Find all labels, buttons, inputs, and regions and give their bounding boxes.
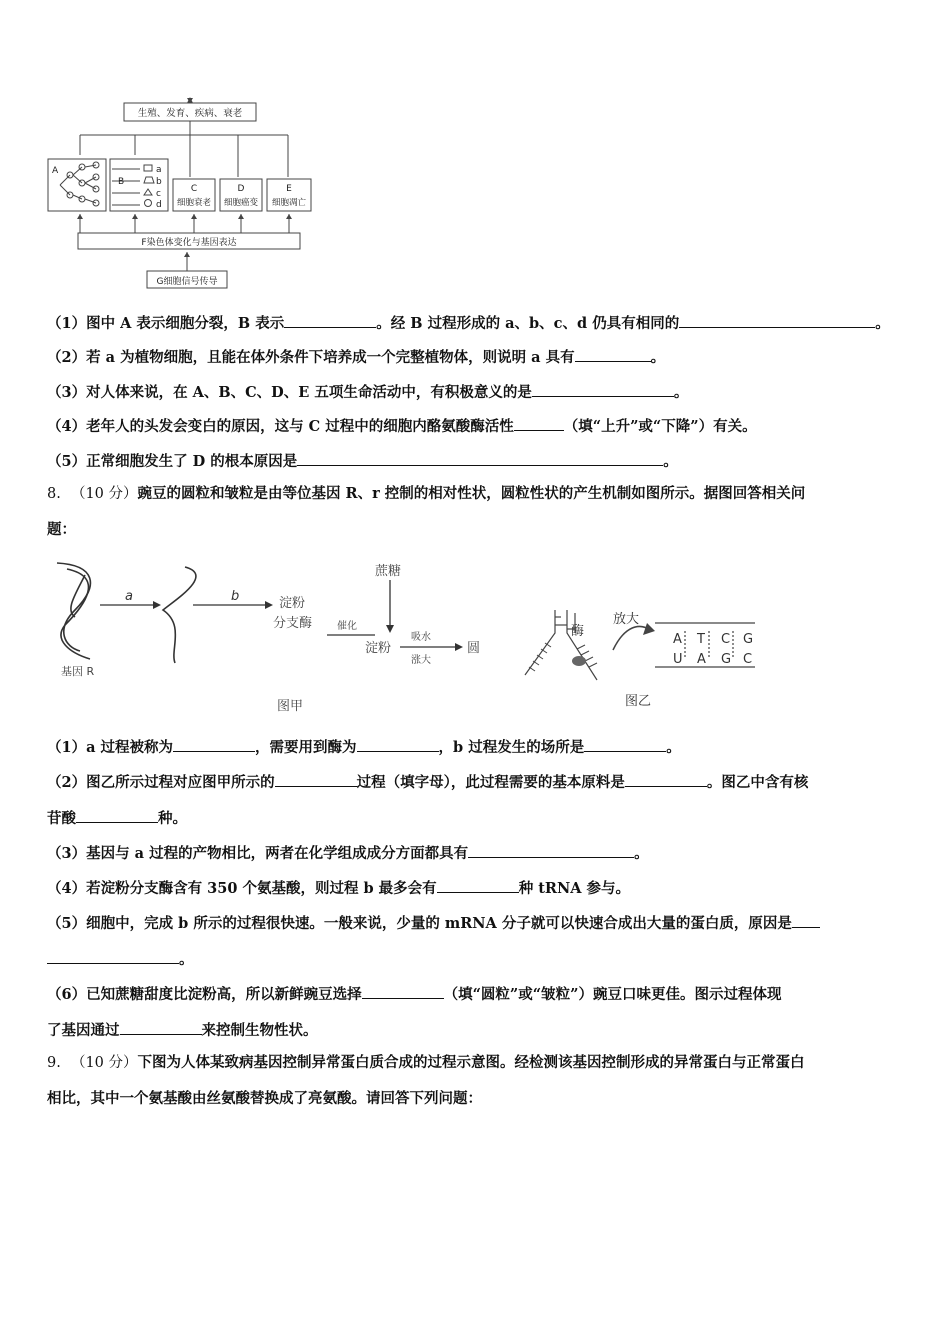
dna-base-3: C <box>721 632 731 647</box>
b-item-a: a <box>156 165 162 175</box>
q9-intro-line2: 相比，其中一个氨基酸由丝氨酸替换成了亮氨酸。请回答下列问题： <box>47 1090 482 1107</box>
q8-sub2-cont: 苷酸 种。 <box>47 807 187 829</box>
b-item-c: c <box>156 189 161 199</box>
blank[interactable] <box>76 807 158 823</box>
sucrose-label: 蔗糖 <box>375 564 402 579</box>
rna-base-4: C <box>743 652 753 667</box>
blank[interactable] <box>120 1019 202 1035</box>
blank[interactable] <box>468 842 634 858</box>
blank[interactable] <box>437 877 519 893</box>
blank[interactable] <box>792 912 820 928</box>
rna-base-3: G <box>721 652 732 667</box>
box-d-letter: D <box>237 184 245 194</box>
arrow-a-label: a <box>125 589 133 604</box>
round-label: 圆 <box>467 641 481 656</box>
enzyme-label-1: 淀粉 <box>279 596 306 611</box>
q9-intro-line1: 9. （10 分）下图为人体某致病基因控制异常蛋白质合成的过程示意图。经检测该基因控制形成的异常蛋白与正常蛋白 <box>47 1054 805 1071</box>
q8-sub5: （5）细胞中，完成 b 所示的过程很快速。一般来说，少量的 mRNA 分子就可以快速合成出大量的蛋白质，原因是 <box>47 912 820 934</box>
dna-base-2: T <box>697 632 705 647</box>
box-g-text: G细胞信号传导 <box>156 277 218 287</box>
blank[interactable] <box>275 771 357 787</box>
box-e-text: 细胞凋亡 <box>271 198 307 208</box>
q8-sub6: （6）已知蔗糖甜度比淀粉高，所以新鲜豌豆选择 （填“圆粒”或“皱粒”）豌豆口味更佳。图示过程体现 <box>47 983 781 1005</box>
box-c-text: 细胞衰老 <box>176 198 212 208</box>
blank[interactable] <box>532 381 674 397</box>
blank[interactable] <box>284 312 376 328</box>
enzyme-blob <box>572 656 586 666</box>
cell-life-diagram <box>40 95 320 290</box>
q8-sub4: （4）若淀粉分支酶含有 350 个氨基酸，则过程 b 最多会有 种 tRNA 参与。 <box>47 877 630 899</box>
figure-yi-caption: 图乙 <box>625 694 652 709</box>
arrow-b-label: b <box>231 589 240 604</box>
blank[interactable] <box>362 983 444 999</box>
blank[interactable] <box>297 450 663 466</box>
blank[interactable] <box>679 312 875 328</box>
q7-sub5: （5）正常细胞发生了 D 的根本原因是 。 <box>47 450 678 472</box>
figure-jia <box>45 555 495 720</box>
figure-yi <box>515 605 765 720</box>
box-f-text: F染色体变化与基因表达 <box>141 238 237 248</box>
dna-base-1: A <box>673 632 682 647</box>
gene-r-label: 基因 R <box>61 665 95 678</box>
catalyze-label: 催化 <box>337 621 357 632</box>
box-d-text: 细胞癌变 <box>223 198 259 208</box>
blank[interactable] <box>575 346 651 362</box>
q8-sub5-cont: 。 <box>47 948 194 970</box>
b-item-d: d <box>156 200 162 210</box>
q8-intro-line1: 8. （10 分）豌豆的圆粒和皱粒是由等位基因 R、r 控制的相对性状，圆粒性状的产生机制如图所示。据图回答相关问 <box>47 485 806 502</box>
blank[interactable] <box>357 736 439 752</box>
q7-sub2: （2）若 a 为植物细胞，且能在体外条件下培养成一个完整植物体，则说明 a 具有 。 <box>47 346 665 368</box>
blank[interactable] <box>625 771 707 787</box>
blank[interactable] <box>514 415 564 431</box>
rna-base-2: A <box>697 652 706 667</box>
blank[interactable] <box>173 736 255 752</box>
zoom-label: 放大 <box>613 612 640 627</box>
q8-sub3: （3）基因与 a 过程的产物相比，两者在化学组成成分方面都具有 。 <box>47 842 649 864</box>
figure-jia-caption: 图甲 <box>277 699 304 714</box>
absorb-label: 吸水 <box>411 632 431 643</box>
enzyme-label-2: 分支酶 <box>273 616 313 631</box>
swell-label: 涨大 <box>411 655 431 666</box>
box-e-letter: E <box>286 184 292 194</box>
q8-sub6-cont: 了基因通过 来控制生物性状。 <box>47 1019 318 1041</box>
blank[interactable] <box>47 948 179 964</box>
q7-sub3: （3）对人体来说，在 A、B、C、D、E 五项生命活动中，有积极意义的是 。 <box>47 381 688 403</box>
q8-sub2: （2）图乙所示过程对应图甲所示的 过程（填字母），此过程需要的基本原料是 。图乙中含有核 <box>47 771 808 793</box>
b-item-b: b <box>156 177 162 187</box>
dna-base-4: G <box>743 632 754 647</box>
q8-intro-line2: 题： <box>47 521 76 538</box>
q8-sub1: （1）a 过程被称为 ，需要用到酶为 ，b 过程发生的场所是 。 <box>47 736 681 758</box>
q7-sub4: （4）老年人的头发会变白的原因，这与 C 过程中的细胞内酪氨酸酶活性 （填“上升”或“下降”）有关。 <box>47 415 757 437</box>
box-c-letter: C <box>190 184 198 194</box>
rna-base-1: U <box>673 652 683 667</box>
blank[interactable] <box>584 736 666 752</box>
box-a-label: A <box>52 166 59 176</box>
box-b-label: B <box>118 177 125 187</box>
top-box-text: 生殖、发育、疾病、衰老 <box>137 108 243 119</box>
q7-sub1: （1）图中 A 表示细胞分裂，B 表示 。经 B 过程形成的 a、b、c、d 仍具有相同的 。 <box>47 312 890 334</box>
enzyme-label: 酶 <box>571 624 585 639</box>
starch-label: 淀粉 <box>365 641 392 656</box>
